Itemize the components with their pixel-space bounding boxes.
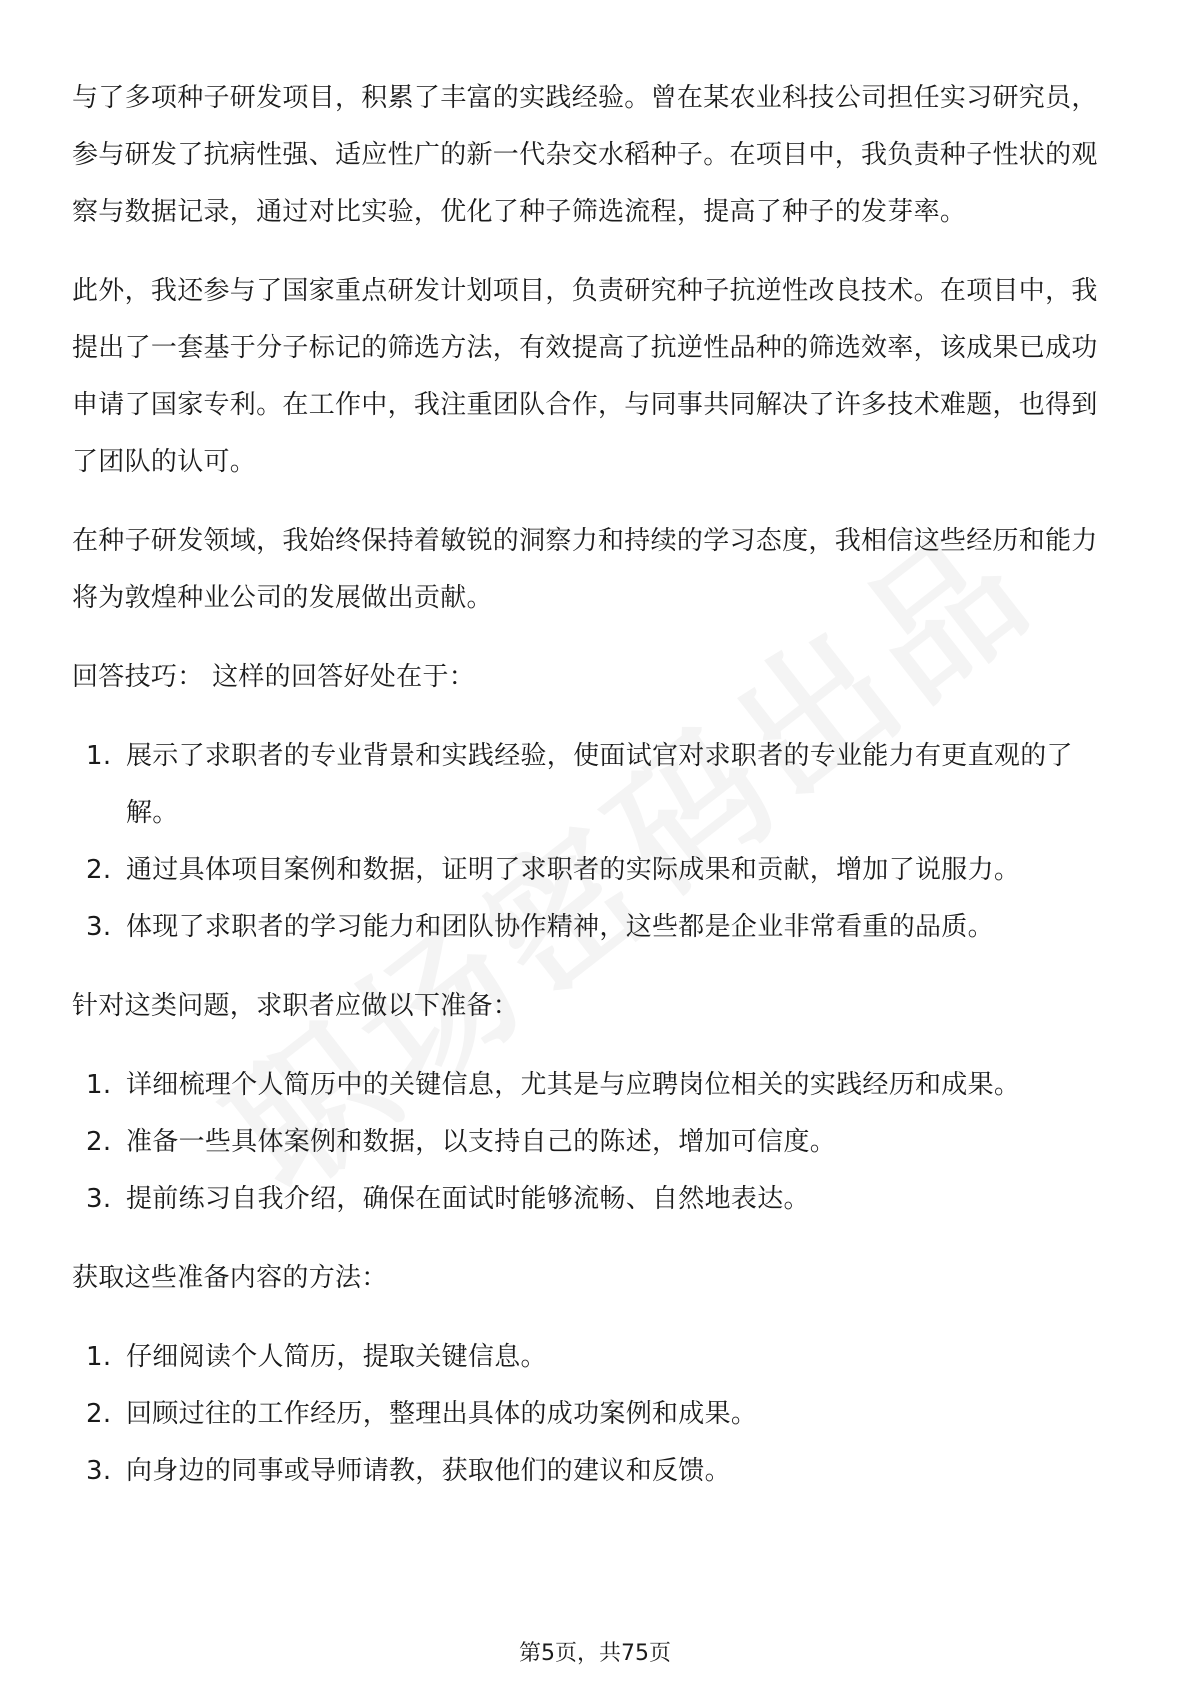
tips-heading: 回答技巧： 这样的回答好处在于：	[72, 662, 476, 692]
list-item	[72, 1386, 1122, 1443]
list-item	[72, 1057, 1122, 1114]
list-item-text: 体现了求职者的学习能力和团队协作精神，这些都是企业非常看重的品质。	[126, 912, 994, 942]
list-item	[72, 899, 1122, 956]
prep-heading: 针对这类问题，求职者应做以下准备：	[72, 991, 520, 1021]
list-number: 2.	[86, 1399, 112, 1429]
list-number: 3.	[86, 912, 112, 942]
list-item	[72, 1171, 1122, 1228]
list-item-text: 详细梳理个人简历中的关键信息，尤其是与应聘岗位相关的实践经历和成果。	[126, 1070, 1021, 1100]
list-item-text: 展示了求职者的专业背景和实践经验，使面试官对求职者的专业能力有更直观的了解。	[126, 741, 1073, 828]
methods-heading: 获取这些准备内容的方法：	[72, 1263, 388, 1293]
list-item-text: 提前练习自我介绍，确保在面试时能够流畅、自然地表达。	[126, 1184, 810, 1214]
list-item	[72, 842, 1122, 899]
list-number: 1.	[86, 741, 112, 771]
prep-list	[72, 1057, 1122, 1228]
list-item	[72, 728, 1122, 842]
list-item-text: 仔细阅读个人简历，提取关键信息。	[126, 1342, 547, 1372]
list-number: 3.	[86, 1456, 112, 1486]
list-number: 2.	[86, 1127, 112, 1157]
list-item-text: 向身边的同事或导师请教，获取他们的建议和反馈。	[126, 1456, 731, 1486]
paragraph-experience: 与了多项种子研发项目，积累了丰富的实践经验。曾在某农业科技公司担任实习研究员，参与研发了抗病性强、适应性广的新一代杂交水稻种子。在项目中，我负责种子性状的观察与数据记录，通过对比实验，优化了种子筛选流程，提高了种子的发芽率。	[72, 83, 1098, 227]
paragraph-national-project: 此外，我还参与了国家重点研发计划项目，负责研究种子抗逆性改良技术。在项目中，我提出了一套基于分子标记的筛选方法，有效提高了抗逆性品种的筛选效率，该成果已成功申请了国家专利。在工作中，我注重团队合作，与同事共同解决了许多技术难题，也得到了团队的认可。	[72, 276, 1098, 477]
list-item-text: 准备一些具体案例和数据，以支持自己的陈述，增加可信度。	[126, 1127, 837, 1157]
list-number: 1.	[86, 1342, 112, 1372]
list-item-text: 回顾过往的工作经历，整理出具体的成功案例和成果。	[126, 1399, 758, 1429]
list-number: 1.	[86, 1070, 112, 1100]
list-item	[72, 1114, 1122, 1171]
list-item	[72, 1443, 1122, 1500]
list-item	[72, 1329, 1122, 1386]
tips-list	[72, 728, 1122, 956]
list-number: 3.	[86, 1184, 112, 1214]
methods-list	[72, 1329, 1122, 1500]
list-item-text: 通过具体项目案例和数据，证明了求职者的实际成果和贡献，增加了说服力。	[126, 855, 1021, 885]
list-number: 2.	[86, 855, 112, 885]
document-body	[72, 70, 1122, 1522]
page-number: 第5页，共75页	[519, 1641, 671, 1666]
paragraph-conclusion: 在种子研发领域，我始终保持着敏锐的洞察力和持续的学习态度，我相信这些经历和能力将为敦煌种业公司的发展做出贡献。	[72, 526, 1098, 613]
